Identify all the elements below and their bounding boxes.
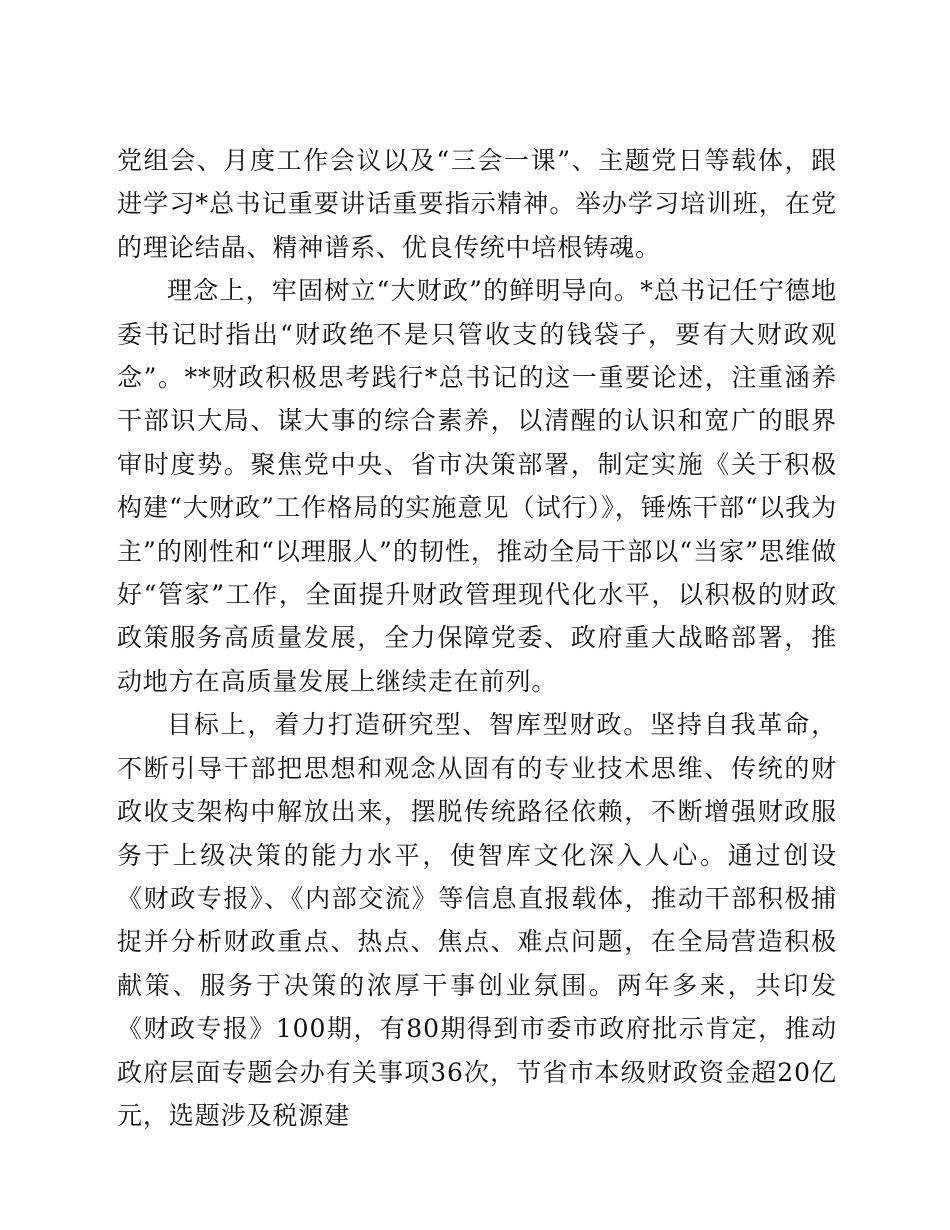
paragraph-goal: 目标上，着力打造研究型、智库型财政。坚持自我革命，不断引导干部把思想和观念从固有的专业技术思维、传统的财政收支架构中解放出来，摆脱传统路径依赖，不断增强财政服务于上级决策的能力水平，使智库文化深入人心。通过创设《财政专报》、《内部交流》等信息直报载体，推动干部积极捕捉并分析财政重点、热点、焦点、难点问题，在全局营造积极献策、服务于决策的浓厚干事创业氛围。两年多来，共印发《财政专报》100期，有80期得到市委市政府批示肯定，推动政府层面专题会办有关事项36次，节省市本级财政资金超20亿元，选题涉及税源建 [117, 710, 837, 1130]
paragraph-continuation: 党组会、月度工作会议以及“三会一课”、主题党日等载体，跟进学习*总书记重要讲话重要指示精神。举办学习培训班，在党的理论结晶、精神谱系、优良传统中培根铸魂。 [117, 146, 837, 262]
paragraph-concept: 理念上，牢固树立“大财政”的鲜明导向。*总书记任宁德地委书记时指出“财政绝不是只管收支的钱袋子，要有大财政观念”。**财政积极思考践行*总书记的这一重要论述，注重涵养干部识大局、谋大事的综合素养，以清醒的认识和宽广的眼界审时度势。聚焦党中央、省市决策部署，制定实施《关于积极构建“大财政”工作格局的实施意见（试行）》，锤炼干部“以我为主”的刚性和“以理服人”的韧性，推动全局干部以“当家”思维做好“管家”工作，全面提升财政管理现代化水平，以积极的财政政策服务高质量发展，全力保障党委、政府重大战略部署，推动地方在高质量发展上继续走在前列。 [117, 276, 837, 696]
document-body [117, 139, 837, 1137]
